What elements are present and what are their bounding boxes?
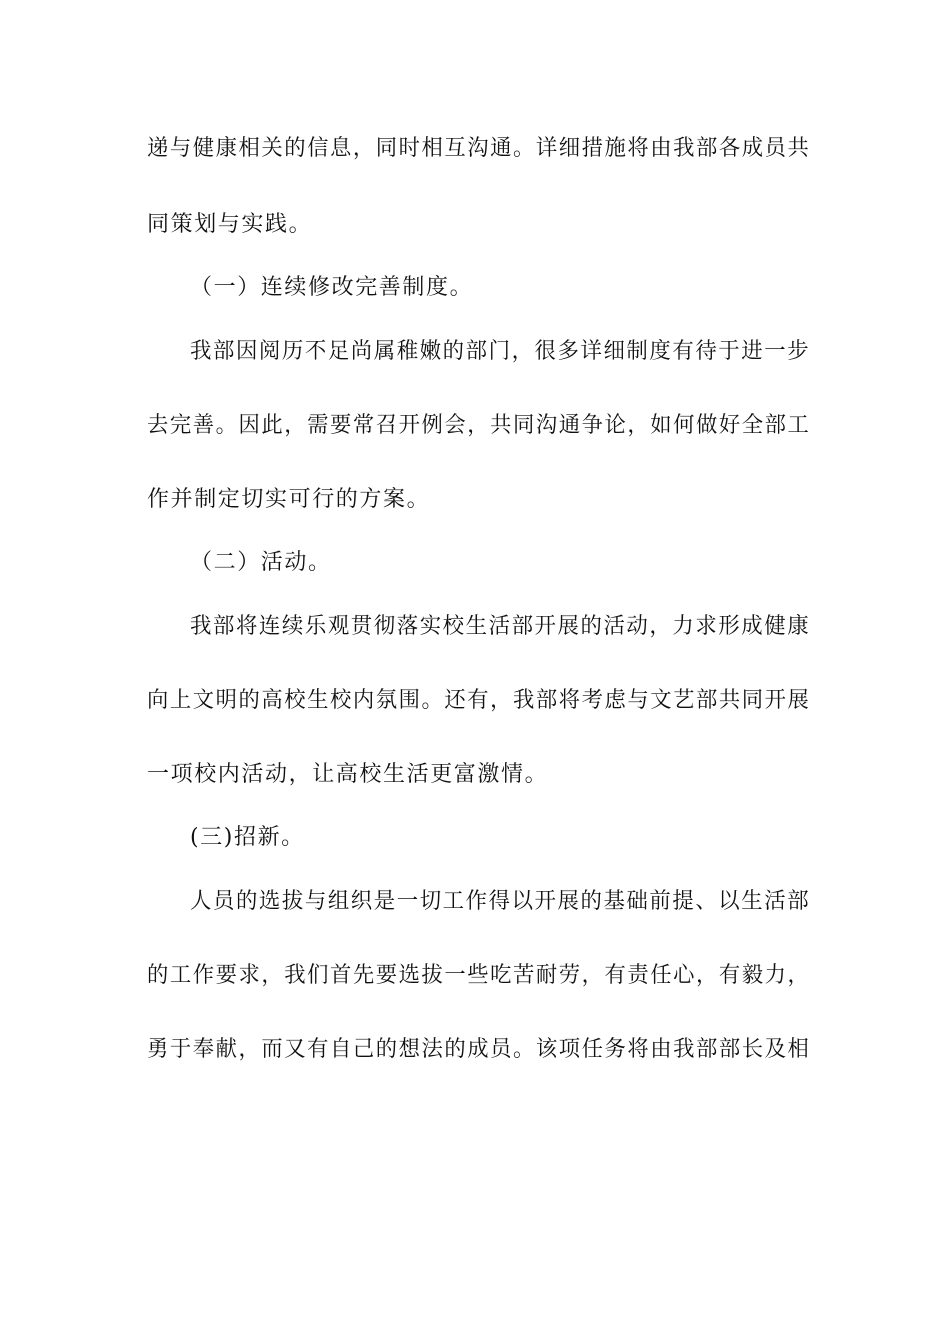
text-line-6: 作并制定切实可行的方案。 [147,487,431,512]
section-heading-1: （一）连续修改完善制度。 [190,275,474,300]
text-line-8: 我部将连续乐观贯彻落实校生活部开展的活动，力求形成健康 [190,614,811,639]
text-line-12: 人员的选拔与组织是一切工作得以开展的基础前提、以生活部 [190,889,811,914]
section-heading-2: （二）活动。 [190,550,332,575]
text-line-1: 递与健康相关的信息，同时相互沟通。详细措施将由我部各成员共 [147,136,811,161]
text-line-4: 我部因阅历不足尚属稚嫩的部门，很多详细制度有待于进一步 [190,339,811,364]
text-line-10: 一项校内活动，让高校生活更富激情。 [147,762,549,787]
text-line-5: 去完善。因此，需要常召开例会，共同沟通争论，如何做好全部工 [147,413,811,438]
text-line-9: 向上文明的高校生校内氛围。还有，我部将考虑与文艺部共同开展 [147,688,811,713]
text-line-13: 的工作要求，我们首先要选拔一些吃苦耐劳，有责任心，有毅力， [147,963,811,988]
text-line-2: 同策划与实践。 [147,212,313,237]
text-line-14: 勇于奉献，而又有自己的想法的成员。该项任务将由我部部长及相 [147,1037,811,1062]
section-heading-3: (三)招新。 [190,825,305,850]
